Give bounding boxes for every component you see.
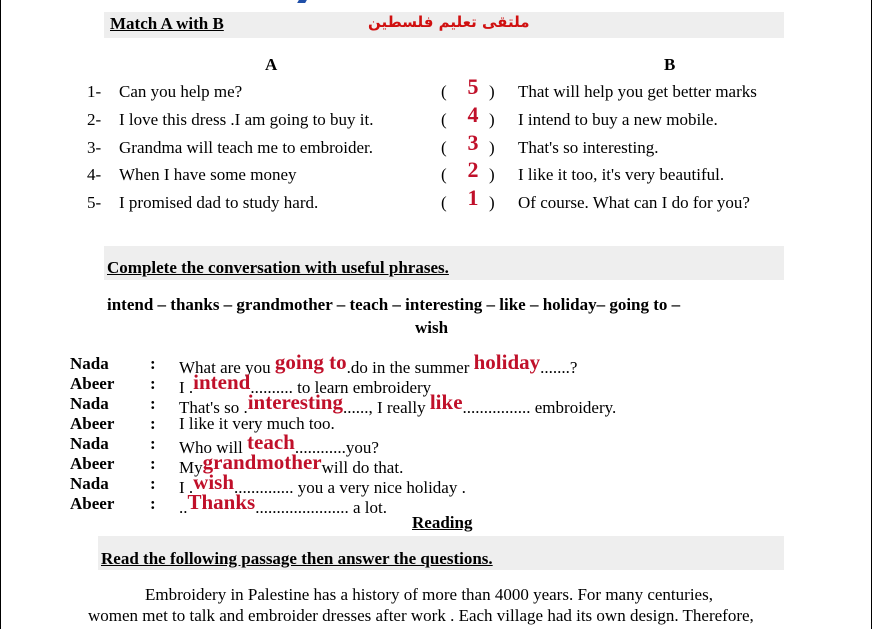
column-a-header: A	[265, 55, 278, 74]
text-part: I .	[179, 378, 194, 397]
conversation-heading: Complete the conversation with useful phrases.	[107, 258, 449, 277]
match-sentence-b: That will help you get better marks	[518, 82, 757, 101]
speaker-name: Nada	[70, 474, 109, 493]
text-part: I .	[179, 478, 194, 497]
speaker-name: Nada	[70, 434, 109, 453]
match-sentence-a: When I have some money	[119, 165, 297, 184]
text-part: I like it very much too.	[179, 414, 335, 433]
match-answer: 5	[467, 74, 479, 99]
speaker-name: Abeer	[70, 454, 115, 473]
match-row-number: 1-	[87, 82, 102, 101]
match-heading: Match A with B	[110, 14, 224, 33]
match-answer: 1	[467, 185, 479, 210]
filled-answer: grandmother	[202, 450, 322, 474]
match-answer: 4	[467, 102, 479, 127]
arabic-watermark: ملتقى تعليم فلسطين	[368, 13, 530, 31]
text-part: ................ embroidery.	[462, 398, 617, 417]
answer-slot	[460, 157, 486, 185]
match-row-number: 4-	[87, 165, 102, 184]
text-part: ......, I really	[342, 398, 430, 417]
reading-heading: Read the following passage then answer the questions.	[101, 549, 493, 568]
match-sentence-b: Of course. What can I do for you?	[518, 193, 750, 212]
text-part: .......?	[540, 358, 578, 377]
text-part: .do in the summer	[346, 358, 474, 377]
colon: :	[150, 434, 156, 453]
answer-slot	[460, 185, 486, 213]
speaker-name: Abeer	[70, 374, 115, 393]
match-sentence-b: That's so interesting.	[518, 138, 659, 157]
close-paren: )	[489, 165, 495, 184]
match-sentence-a: I promised dad to study hard.	[119, 193, 319, 212]
speaker-name: Nada	[70, 394, 109, 413]
speaker-name: Abeer	[70, 414, 115, 433]
speaker-name: Abeer	[70, 494, 115, 513]
text-part: My	[179, 458, 203, 477]
match-sentence-b: I intend to buy a new mobile.	[518, 110, 718, 129]
word-bank-line-1: intend – thanks – grandmother – teach – interesting – like – holiday– going to –	[107, 295, 681, 314]
answer-slot	[460, 130, 486, 158]
text-part: ..	[179, 498, 188, 517]
match-answer: 3	[467, 130, 479, 155]
match-row-number: 5-	[87, 193, 102, 212]
word-bank-line-2: wish	[415, 318, 449, 337]
filled-answer: interesting	[247, 390, 343, 414]
column-b-header: B	[664, 55, 676, 74]
colon: :	[150, 394, 156, 413]
filled-answer: holiday	[473, 350, 541, 374]
filled-answer: wish	[193, 470, 235, 494]
match-row-number: 2-	[87, 110, 102, 129]
match-answer: 2	[467, 157, 479, 182]
reading-title: Reading	[412, 513, 473, 532]
text-part: That's so .	[179, 398, 248, 417]
open-paren: (	[441, 193, 447, 212]
colon: :	[150, 454, 156, 473]
text-part: ............you?	[294, 438, 379, 457]
match-sentence-a: Grandma will teach me to embroider.	[119, 138, 373, 157]
answer-slot	[460, 102, 486, 130]
match-sentence-b: I like it too, it's very beautiful.	[518, 165, 725, 184]
conversation-line	[179, 490, 387, 519]
colon: :	[150, 474, 156, 493]
filled-answer: intend	[193, 370, 251, 394]
text-part: ...................... a lot.	[255, 498, 387, 517]
text-part: .......... to learn embroidery	[250, 378, 432, 397]
open-paren: (	[441, 165, 447, 184]
close-paren: )	[489, 110, 495, 129]
passage-line-1: Embroidery in Palestine has a history of more than 4000 years. For many centuries,	[145, 585, 713, 604]
open-paren: (	[441, 138, 447, 157]
speaker-name: Nada	[70, 354, 109, 373]
close-paren: )	[489, 193, 495, 212]
match-sentence-a: I love this dress .I am going to buy it.	[119, 110, 374, 129]
filled-answer: teach	[247, 430, 295, 454]
colon: :	[150, 374, 156, 393]
text-part: .............. you a very nice holiday .	[234, 478, 466, 497]
open-paren: (	[441, 82, 447, 101]
close-paren: )	[489, 82, 495, 101]
close-paren: )	[489, 138, 495, 157]
text-part: What are you	[179, 358, 275, 377]
filled-answer: going to	[274, 350, 347, 374]
colon: :	[150, 414, 156, 433]
colon: :	[150, 354, 156, 373]
passage-line-2: women met to talk and embroider dresses after work . Each village had its own design. Therefore,	[88, 606, 754, 625]
match-row-number: 3-	[87, 138, 102, 157]
decorative-mark	[297, 0, 307, 3]
text-part: will do that.	[321, 458, 404, 477]
text-part: Who will	[179, 438, 247, 457]
match-sentence-a: Can you help me?	[119, 82, 243, 101]
open-paren: (	[441, 110, 447, 129]
filled-answer: Thanks	[187, 490, 256, 514]
colon: :	[150, 494, 156, 513]
filled-answer: like	[429, 390, 463, 414]
answer-slot	[460, 74, 486, 102]
